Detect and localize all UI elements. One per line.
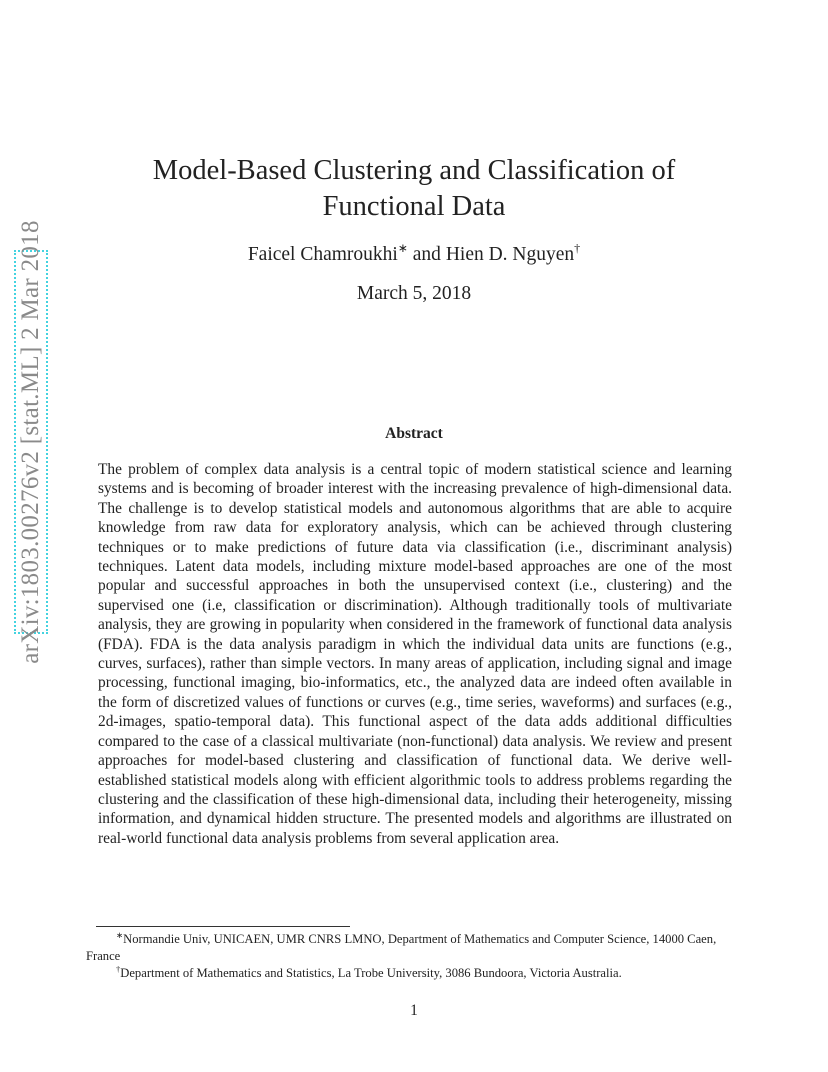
footnote-2-text: Department of Mathematics and Statistics, La Trobe University, 3086 Bundoora, Victoria Australia. (120, 966, 622, 980)
author-conjunction: and (412, 244, 441, 265)
arxiv-identifier-text: arXiv:1803.00276v2 [stat.ML] 2 Mar 2018 (17, 220, 44, 664)
footnote-2-mark: † (116, 964, 121, 974)
paper-title-line-1: Model-Based Clustering and Classification of (152, 155, 676, 186)
footnote-1-text: Normandie Univ, UNICAEN, UMR CNRS LMNO, Department of Mathematics and Computer Science, 14000 Caen, France (86, 932, 717, 963)
page-number: 1 (410, 1002, 418, 1019)
footnote-1-mark: ∗ (116, 930, 124, 940)
author-list (0, 241, 828, 266)
paper-title (0, 153, 828, 225)
abstract-body: The problem of complex data analysis is a central topic of modern statistical science and learning systems and is becoming of broader interest with the increasing prevalence of high-dimensional data. The challenge is to develop statistical models and autonomous algorithms that are able to acquire knowledge from raw data for exploratory analysis, which can be achieved through clustering techniques or to make predictions of future data via classification (i.e., discriminant analysis) techniques. Latent data models, including mixture model-based approaches are one of the most popular and successful approaches in both the unsupervised context (i.e., clustering) and the supervised one (i.e, classification or discrimination). Although traditionally tools of multivariate analysis, they are growing in popularity when considered in the framework of functional data analysis (FDA). FDA is the data analysis paradigm in which the individual data units are functions (e.g., curves, surfaces), rather than simple vectors. In many areas of application, including signal and image processing, functional imaging, bio-informatics, etc., the analyzed data are indeed often available in the form of discretized values of functions or curves (e.g., time series, waveforms) and surfaces (e.g., 2d-images, spatio-temporal data). This functional aspect of the data adds additional difficulties compared to the case of a classical multivariate (non-functional) data analysis. We review and present approaches for model-based clustering and classification of functional data. We derive well-established statistical models along with efficient algorithmic tools to address problems regarding the clustering and the classification of these high-dimensional data, including their heterogeneity, missing information, and dynamical hidden structure. The presented models and algorithms are illustrated on real-world functional data analysis problems from several application area. (98, 461, 732, 847)
footnotes (86, 931, 734, 982)
footnote-affiliation-1 (86, 931, 734, 965)
footnote-affiliation-2 (86, 965, 734, 982)
abstract-heading: Abstract (385, 425, 443, 442)
author-1-footnote-mark[interactable]: ∗ (397, 241, 408, 255)
author-2-footnote-mark[interactable]: † (574, 241, 581, 255)
author-name-2: Hien D. Nguyen (445, 244, 575, 265)
author-name-1: Faicel Chamroukhi (247, 244, 398, 265)
paper-title-line-2: Functional Data (322, 191, 506, 222)
footnote-separator (96, 926, 350, 927)
publication-date: March 5, 2018 (356, 283, 472, 304)
